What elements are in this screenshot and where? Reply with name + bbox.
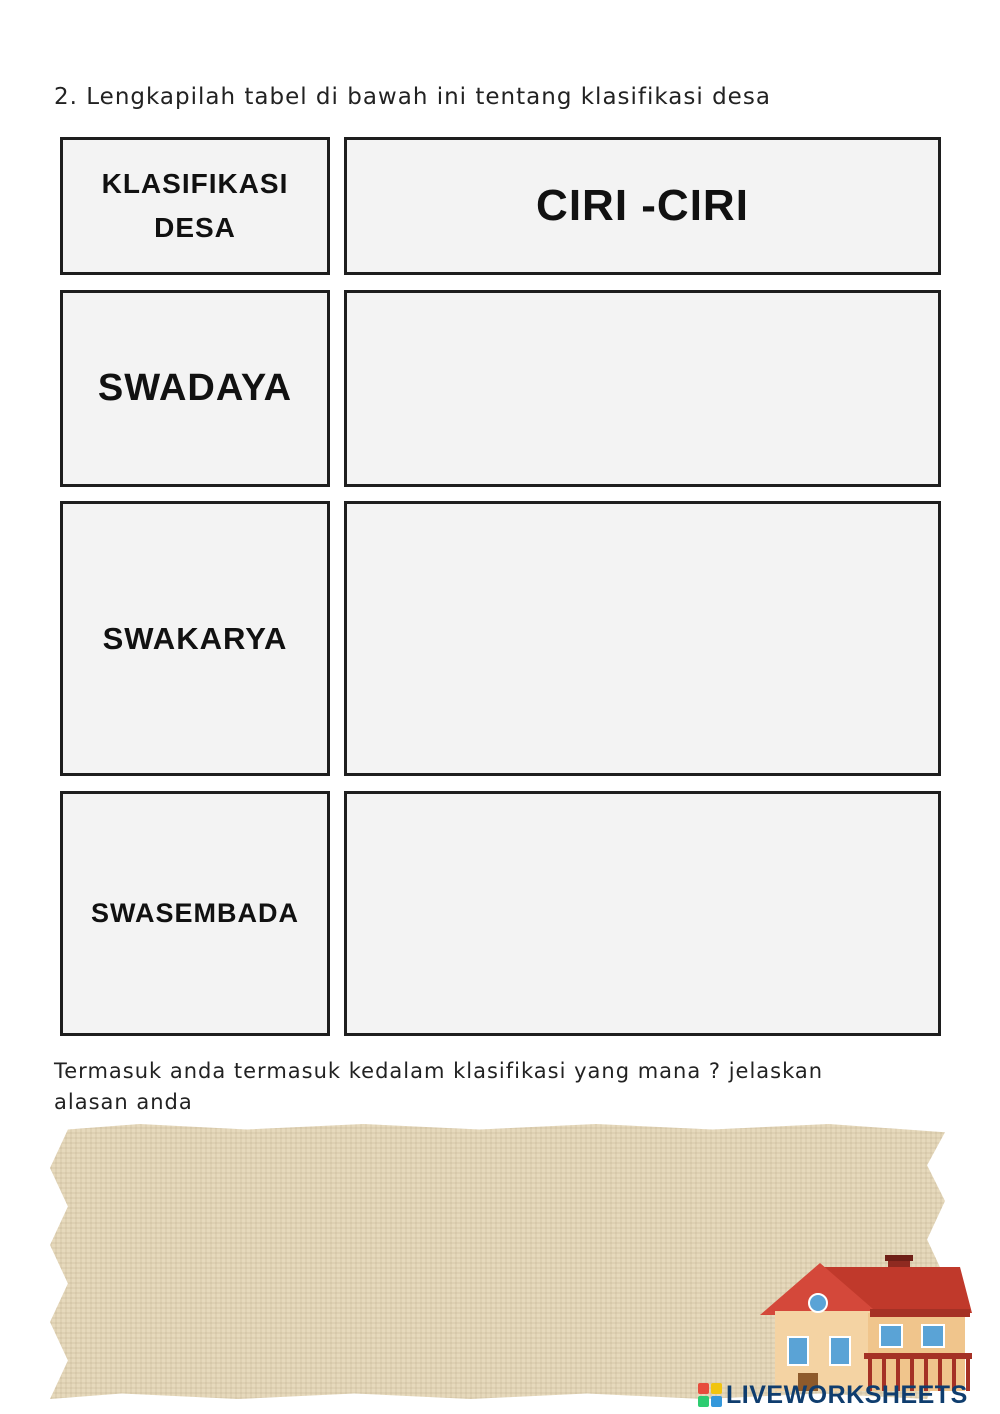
prompt-line1: Termasuk anda termasuk kedalam klasifikasi yang mana ? jelaskan [54, 1059, 824, 1083]
answer-field-swadaya[interactable] [344, 290, 941, 487]
row-label-text: SWADAYA [97, 367, 293, 409]
house-icon [760, 1255, 975, 1395]
answer-field-swasembada[interactable] [344, 791, 941, 1036]
header-right-label: CIRI -CIRI [536, 181, 749, 230]
watermark-text: LIVEWORKSHEETS [726, 1380, 968, 1409]
header-left-line1: KLASIFIKASI [101, 168, 289, 199]
row-label-text: SWASEMBADA [90, 898, 299, 928]
liveworksheets-watermark [698, 1378, 968, 1412]
row-label-swakarya [60, 501, 330, 776]
answer-field-swakarya[interactable] [344, 501, 941, 776]
essay-prompt [54, 1056, 914, 1118]
prompt-line2: alasan anda [54, 1090, 193, 1114]
header-left-line2: DESA [154, 212, 236, 243]
row-label-swadaya [60, 290, 330, 487]
question-text: 2. Lengkapilah tabel di bawah ini tentang klasifikasi desa [54, 84, 771, 110]
header-ciri-ciri [344, 137, 941, 275]
header-klasifikasi-desa [60, 137, 330, 275]
row-label-swasembada [60, 791, 330, 1036]
row-label-text: SWAKARYA [102, 620, 288, 656]
liveworksheets-logo-icon [698, 1383, 722, 1407]
